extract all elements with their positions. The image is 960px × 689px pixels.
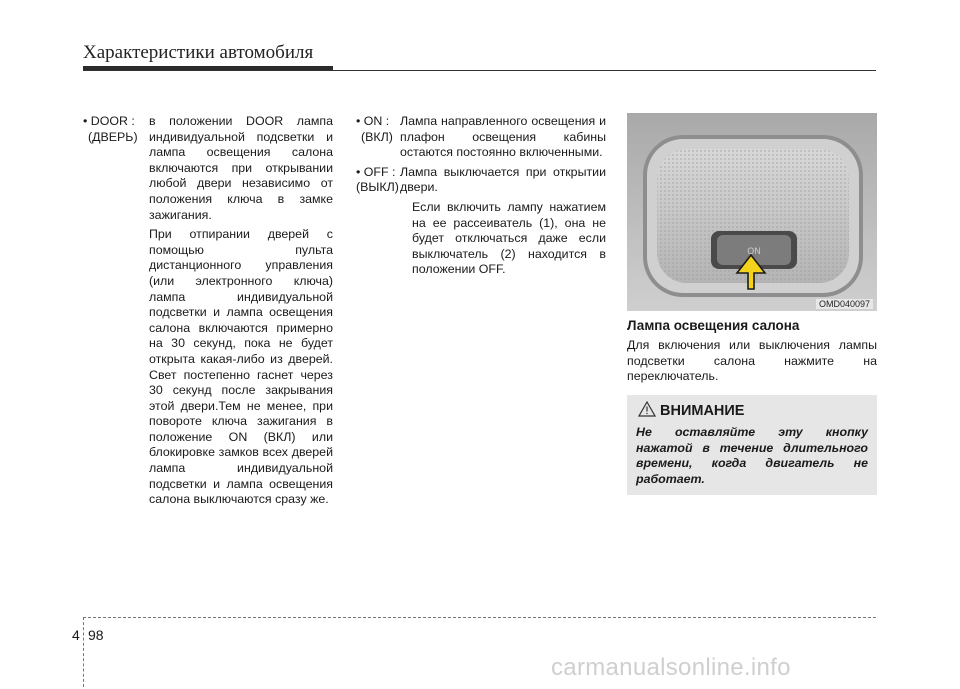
door-mode-description: в положении DOOR лампа индивидуальной подсветки и лампа освещения салона включаются при открывании любой двери независимо от положения ключа в замке зажигания.: [149, 114, 333, 222]
warning-box: [627, 395, 877, 495]
middle-column: [356, 114, 606, 278]
page-chapter-number: 4: [72, 627, 80, 643]
warning-title: ВНИМАНИЕ: [660, 403, 745, 419]
room-lamp-photo: [627, 113, 877, 311]
page-number: 98: [88, 627, 104, 643]
door-mode-key-sub: (ДВЕРЬ): [88, 129, 138, 144]
warning-triangle-icon: [638, 401, 656, 417]
header-rule: [83, 70, 876, 71]
on-mode-key-sub: (ВКЛ): [361, 129, 393, 144]
figure-code: OMD040097: [816, 299, 873, 309]
on-mode-item: [356, 114, 606, 161]
door-mode-paragraph: При отпирании дверей с помощью пульта дистанционного управления (или электронного ключа) лампа индивидуальной подсветки и лампа освещения салона включаются примерно на 30 секунд, пока не будет открыта какая-либо из дверей. Свет постепенно гаснет через 30 секунд после закрывания этой двери.Тем не менее, при повороте ключа зажигания в положение ON (ВКЛ) или блокировке замков всех дверей лампа индивидуальной подсветки и лампа освещения салона выключаются сразу же.: [149, 227, 333, 507]
warning-text: Не оставляйте эту кнопку нажатой в течение длительного времени, когда двигатель не работает.: [636, 425, 868, 486]
caption-title: Лампа освещения салона: [627, 318, 800, 333]
footer-rule: [83, 617, 876, 618]
off-mode-description: Лампа выключается при открытии двери.: [400, 164, 606, 195]
on-mode-key: • ON :: [356, 114, 390, 128]
room-lamp-illustration: [627, 113, 877, 311]
watermark: carmanualsonline.info: [551, 654, 791, 681]
door-mode-key: • DOOR :: [83, 114, 135, 128]
lamp-button-label: ON: [747, 246, 761, 256]
caption-text: Для включения или выключения лампы подсветки салона нажмите на переключатель.: [627, 338, 877, 384]
off-mode-key: • OFF :: [356, 164, 396, 179]
off-mode-paragraph: Если включить лампу нажатием на ее рассеиватель (1), она не будет отключаться даже если выключатель (2) находится в положении OFF.: [412, 199, 606, 277]
door-mode-item: [83, 114, 333, 223]
off-mode-item: [356, 165, 606, 196]
on-mode-description: Лампа направленного освещения и плафон освещения кабины остаются постоянно включенными.: [400, 114, 606, 160]
left-column: [83, 114, 333, 508]
footer-vertical-rule: [83, 617, 84, 687]
off-mode-key-sub: (ВЫКЛ): [356, 180, 399, 195]
header-title: Характеристики автомобиля: [83, 42, 314, 63]
